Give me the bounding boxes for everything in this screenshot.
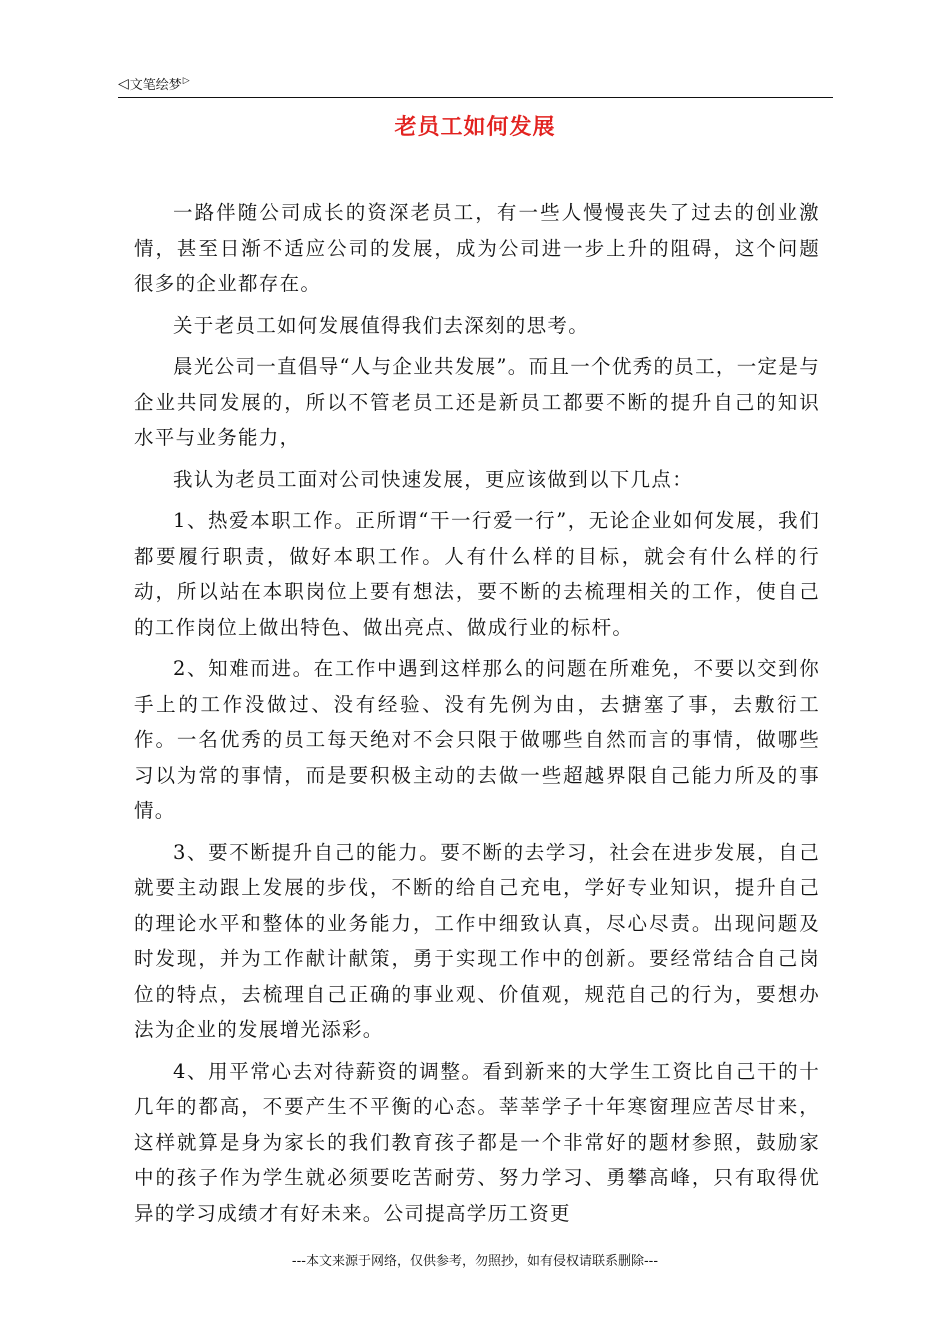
- document-body: [134, 195, 820, 1237]
- paragraph: 一路伴随公司成长的资深老员工，有一些人慢慢丧失了过去的创业激情，甚至日渐不适应公司的发展，成为公司进一步上升的阻碍，这个问题很多的企业都存在。: [134, 201, 820, 295]
- header-brand: [118, 74, 190, 93]
- paragraph: 1、热爱本职工作。正所谓“干一行爱一行”，无论企业如何发展，我们都要履行职责，做好本职工作。人有什么样的目标，就会有什么样的行动，所以站在本职岗位上要有想法，要不断的去梳理相关的工作，使自己的工作岗位上做出特色、做出亮点、做成行业的标杆。: [134, 509, 820, 639]
- right-triangle-icon: ▷: [182, 76, 190, 86]
- brand-name: 文笔绘梦: [129, 78, 182, 93]
- paragraph: 关于老员工如何发展值得我们去深刻的思考。: [173, 313, 590, 337]
- header-divider: [118, 97, 833, 98]
- left-triangle-icon: ◁: [118, 75, 129, 92]
- paragraph: 4、用平常心去对待薪资的调整。看到新来的大学生工资比自己干的十几年的都高，不要产生不平衡的心态。莘莘学子十年寒窗理应苦尽甘来，这样就算是身为家长的我们教育孩子都是一个非常好的题材参照，鼓励家中的孩子作为学生就必须要吃苦耐劳、努力学习、勇攀高峰，只有取得优异的学习成绩才有好未来。公司提高学历工资更: [134, 1059, 820, 1225]
- paragraph: 2、知难而进。在工作中遇到这样那么的问题在所难免，不要以交到你手上的工作没做过、没有经验、没有先例为由，去搪塞了事，去敷衍工作。一名优秀的员工每天绝对不会只限于做哪些自然而言的事情，做哪些习以为常的事情，而是要积极主动的去做一些超越界限自己能力所及的事情。: [134, 657, 820, 822]
- document-title: 老员工如何发展: [394, 115, 556, 140]
- paragraph: 3、要不断提升自己的能力。要不断的去学习，社会在进步发展，自己就要主动跟上发展的步伐，不断的给自己充电，学好专业知识，提升自己的理论水平和整体的业务能力，工作中细致认真，尽心尽责。出现问题及时发现，并为工作献计献策，勇于实现工作中的创新。要经常结合自己岗位的特点，去梳理自己正确的事业观、价值观，规范自己的行为，要想办法为企业的发展增光添彩。: [134, 840, 820, 1041]
- paragraph: 晨光公司一直倡导“人与企业共发展”。而且一个优秀的员工，一定是与企业共同发展的，所以不管老员工还是新员工都要不断的提升自己的知识水平与业务能力，: [134, 355, 820, 449]
- paragraph: 我认为老员工面对公司快速发展，更应该做到以下几点：: [173, 467, 694, 491]
- footer-notice: ---本文来源于网络，仅供参考，勿照抄，如有侵权请联系删除---: [291, 1254, 659, 1269]
